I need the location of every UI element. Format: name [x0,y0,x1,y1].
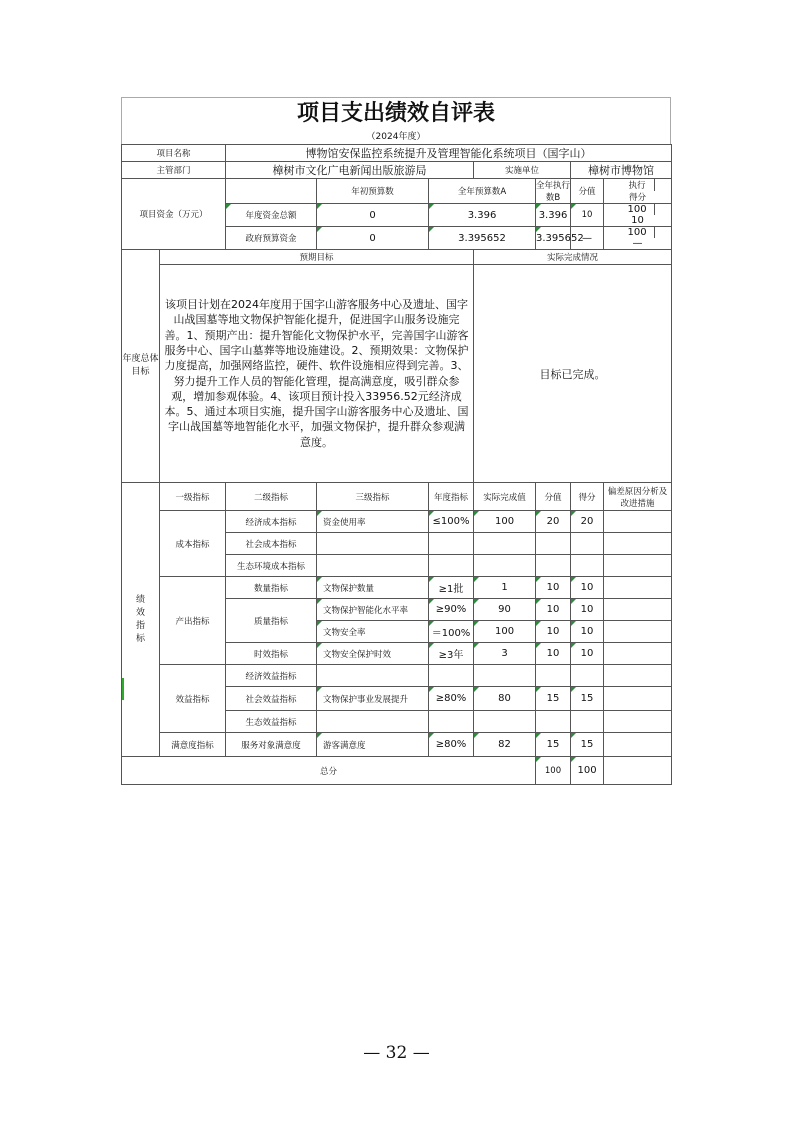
indicators-label: 绩效指标 [122,483,160,757]
funds-row-score: — [632,238,643,249]
benefit-indicator-label: 效益指标 [160,665,226,733]
target-cell: ≥80% [429,733,474,757]
funds-row-annual: 3.395652 [429,227,536,250]
l2-cell: 社会成本指标 [226,533,317,555]
table-row [122,733,672,757]
value-cell [536,665,571,687]
l2-cell: 时效指标 [226,643,317,665]
funds-row-score-value: 10 [571,204,604,227]
actual-cell: 100 [474,511,536,533]
target-cell [429,555,474,577]
l3-cell: 文物安全率 [317,621,429,643]
value-cell: 10 [536,577,571,599]
l2-cell: 社会效益指标 [226,687,317,711]
project-name-value: 博物馆安保监控系统提升及管理智能化系统项目（国字山） [226,145,672,162]
l2-cell: 生态效益指标 [226,711,317,733]
page-number: — 32 — [363,1043,430,1063]
target-cell: ≥3年 [429,643,474,665]
value-cell [536,555,571,577]
indicator-header: 偏差原因分析及改进措施 [604,483,672,511]
l3-cell: 游客满意度 [317,733,429,757]
l3-cell [317,555,429,577]
expected-goal-header: 预期目标 [160,250,474,265]
l2-cell: 质量指标 [226,599,317,643]
funds-row-annual: 3.396 [429,204,536,227]
score-cell [571,665,604,687]
l3-cell [317,665,429,687]
evaluation-table [121,144,672,785]
unit-value: 樟树市博物馆 [571,162,672,179]
funds-row-executed: 3.396 [536,204,571,227]
deviation-cell [604,665,672,687]
total-score: 100 [571,757,604,785]
funds-row-executed: 3.395652 [536,227,571,250]
value-cell: 20 [536,511,571,533]
l3-cell: 文物保护事业发展提升 [317,687,429,711]
deviation-cell [604,733,672,757]
deviation-cell [604,643,672,665]
page-title: 项目支出绩效自评表 [121,97,671,130]
value-cell [536,533,571,555]
funds-header-score: 得分 [629,193,647,203]
deviation-cell [604,621,672,643]
actual-cell: 100 [474,621,536,643]
target-cell: ≤100% [429,511,474,533]
value-cell: 10 [536,621,571,643]
l3-cell: 资金使用率 [317,511,429,533]
satisfaction-indicator-label: 满意度指标 [160,733,226,757]
expected-goal-text: 该项目计划在2024年度用于国字山游客服务中心及遗址、国字山战国墓等地文物保护智能化提升，促进国字山服务设施完善。1、预期产出：提升智能化文物保护水平，完善国字山游客服务中心、国字山墓葬等地设施建设。2、预期效果：文物保护力度提高，加强网络监控，硬件、软件设施相应得到完善。3、努力提升工作人员的智能化管理，提高满意度，吸引群众参观，增加参观体验。4、该项目预计投入33956.52元经济成本。5、通过本项目实施，提升国字山游客服务中心及遗址、国字山战国墓等地智能化水平，加强文物保护，提升群众参观满意度。 [160,265,474,483]
funds-row-initial: 0 [317,227,429,250]
funds-header-exec-score-pair [604,179,672,204]
total-label: 总分 [122,757,536,785]
score-cell [571,555,604,577]
indicator-header: 分值 [536,483,571,511]
actual-goal-header: 实际完成情况 [474,250,672,265]
deviation-cell [604,533,672,555]
evaluation-sheet [121,97,671,785]
actual-cell: 1 [474,577,536,599]
l2-cell: 经济效益指标 [226,665,317,687]
actual-cell [474,711,536,733]
score-cell: 15 [571,687,604,711]
deviation-cell [604,687,672,711]
target-cell: ≥90% [429,599,474,621]
table-row [122,577,672,599]
score-cell: 15 [571,733,604,757]
score-cell: 20 [571,511,604,533]
total-value: 100 [536,757,571,785]
l3-cell: 文物安全保护时效 [317,643,429,665]
indicator-header: 二级指标 [226,483,317,511]
value-cell [536,711,571,733]
dept-value: 樟树市文化广电新闻出版旅游局 [226,162,474,179]
output-indicator-label: 产出指标 [160,577,226,665]
score-cell [571,533,604,555]
funds-header-annual: 全年预算数A [429,179,536,204]
funds-row-exec: 100 [620,204,655,215]
target-cell [429,665,474,687]
l3-cell: 文物保护数量 [317,577,429,599]
cost-indicator-label: 成本指标 [160,511,226,577]
dept-label: 主管部门 [122,162,226,179]
value-cell: 15 [536,687,571,711]
funds-row-name: 年度资金总额 [226,204,317,227]
actual-cell: 3 [474,643,536,665]
score-cell [571,711,604,733]
indicator-header: 实际完成值 [474,483,536,511]
deviation-cell [604,577,672,599]
actual-cell [474,533,536,555]
actual-cell: 90 [474,599,536,621]
funds-row-exec-score-pair [604,227,672,250]
l3-cell: 文物保护智能化水平率 [317,599,429,621]
l2-cell: 经济成本指标 [226,511,317,533]
l2-cell: 数量指标 [226,577,317,599]
target-cell: ≥80% [429,687,474,711]
target-cell [429,533,474,555]
project-name-label: 项目名称 [122,145,226,162]
score-cell: 10 [571,577,604,599]
total-row [122,757,672,785]
table-row [122,665,672,687]
funds-row-score-value: — [571,227,604,250]
target-cell: ≥1批 [429,577,474,599]
l2-cell: 生态环境成本指标 [226,555,317,577]
actual-cell [474,665,536,687]
l2-cell: 服务对象满意度 [226,733,317,757]
score-cell: 10 [571,621,604,643]
deviation-cell [604,511,672,533]
value-cell: 10 [536,643,571,665]
funds-row-name: 政府预算资金 [226,227,317,250]
indicator-header: 三级指标 [317,483,429,511]
target-cell: ＝100% [429,621,474,643]
actual-cell: 82 [474,733,536,757]
funds-row-exec: 100 [620,227,655,238]
table-row [122,511,672,533]
year-label: （2024年度） [121,130,671,144]
indicator-header: 一级指标 [160,483,226,511]
unit-label: 实施单位 [474,162,571,179]
funds-row-initial: 0 [317,204,429,227]
value-cell: 10 [536,599,571,621]
l3-cell [317,711,429,733]
indicator-header: 得分 [571,483,604,511]
indicator-header: 年度指标 [429,483,474,511]
actual-goal-text: 目标已完成。 [474,265,672,483]
funds-header-spacer [226,179,317,204]
funds-header-initial: 年初预算数 [317,179,429,204]
funds-header-executed: 全年执行数B [536,179,571,204]
goals-label: 年度总体目标 [122,250,160,483]
actual-cell: 80 [474,687,536,711]
total-deviation [604,757,672,785]
score-cell: 10 [571,599,604,621]
funds-row-score: 10 [631,215,644,226]
actual-cell [474,555,536,577]
funds-label: 项目资金（万元） [122,179,226,250]
deviation-cell [604,711,672,733]
l3-cell [317,533,429,555]
deviation-cell [604,599,672,621]
value-cell: 15 [536,733,571,757]
target-cell [429,711,474,733]
funds-header-exec: 执行 [620,179,655,191]
funds-row-exec-score-pair [604,204,672,227]
deviation-cell [604,555,672,577]
funds-header-score-value: 分值 [571,179,604,204]
score-cell: 10 [571,643,604,665]
